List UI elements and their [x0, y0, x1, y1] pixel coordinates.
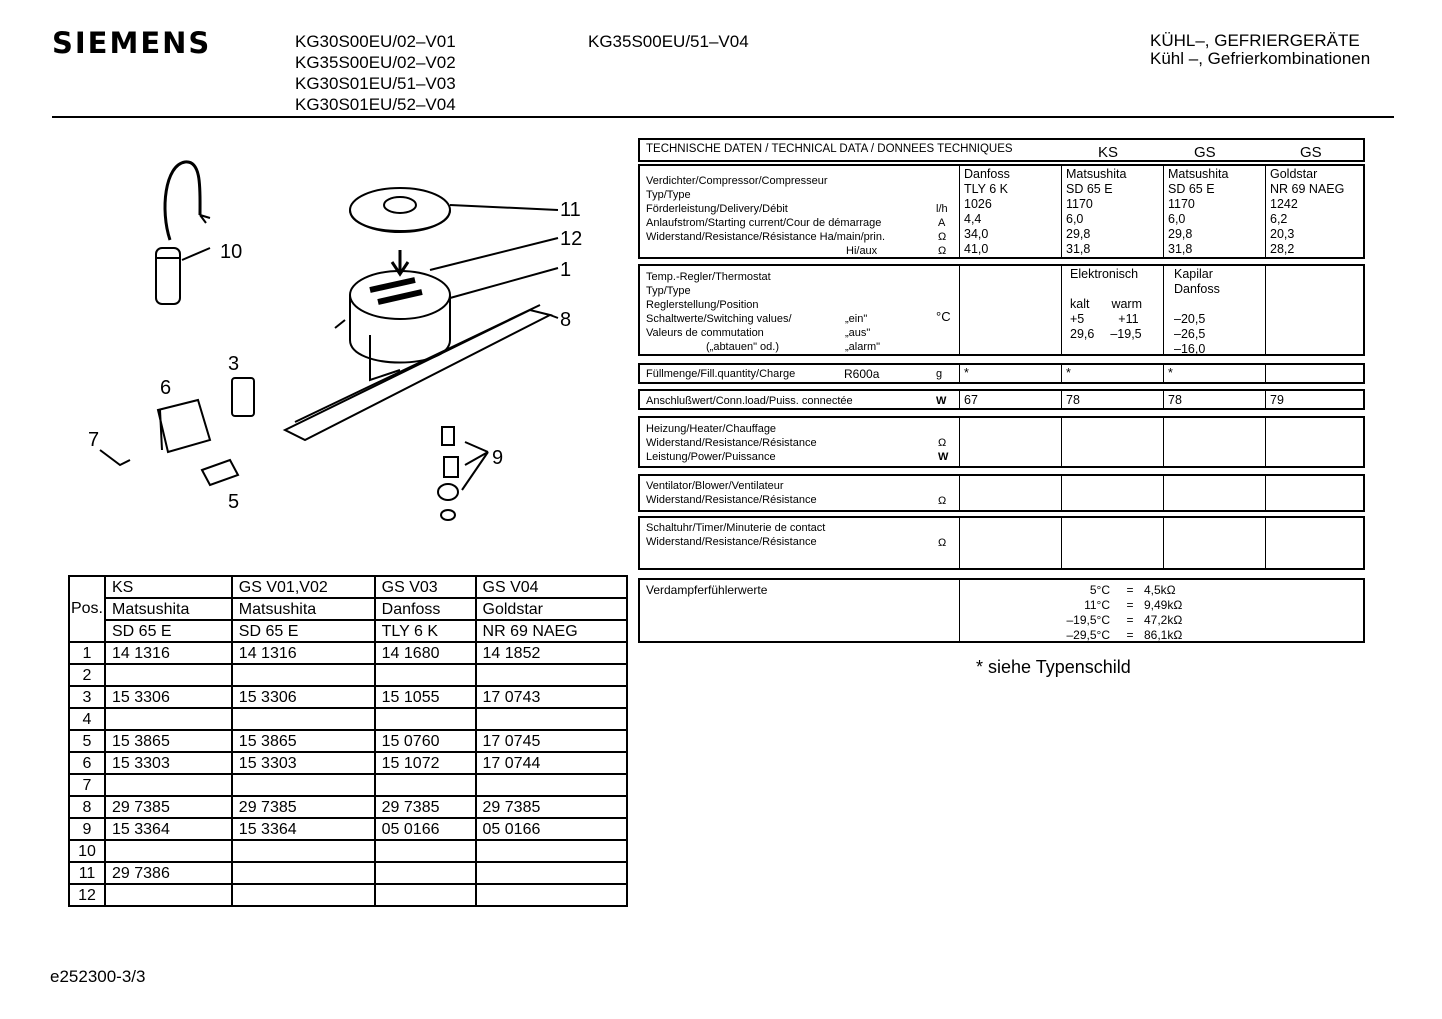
- model-2: KG35S00EU/02–V02: [295, 53, 456, 72]
- c2-type: SD 65 E: [1066, 182, 1113, 196]
- part-number-cell: 15 3306: [232, 686, 375, 708]
- c4-type: NR 69 NAEG: [1270, 182, 1345, 196]
- c2-maker: Matsushita: [1066, 167, 1127, 181]
- blower-c1: [960, 476, 1062, 510]
- sensor-labels: [640, 580, 960, 641]
- sensor-value: 9,49kΩ: [1144, 598, 1183, 612]
- sensor-temp: 11°C: [1084, 598, 1110, 612]
- part-number-cell: 05 0166: [476, 818, 627, 840]
- label-heater-res: Widerstand/Resistance/Résistance: [646, 437, 817, 449]
- timer-labels: [640, 518, 960, 568]
- type-4: NR 69 NAEG: [476, 620, 627, 642]
- power-labels: [640, 391, 960, 408]
- pos-cell: 9: [69, 818, 105, 840]
- c2-delivery: 1170: [1066, 197, 1093, 211]
- timer-box: [638, 516, 1365, 570]
- pos-cell: 11: [69, 862, 105, 884]
- type-1: SD 65 E: [105, 620, 232, 642]
- label-blower: Ventilator/Blower/Ventilateur: [646, 480, 784, 492]
- th-capillary: Kapilar: [1174, 267, 1213, 281]
- part-number-cell: 15 3306: [105, 686, 232, 708]
- part-number-cell: 29 7385: [375, 796, 476, 818]
- part-number-cell: [375, 664, 476, 686]
- label-th-type: Typ/Type: [646, 285, 691, 297]
- part-number-cell: [476, 708, 627, 730]
- head-gs-v04: GS V04: [476, 576, 627, 598]
- maker-1: Matsushita: [105, 598, 232, 620]
- part-number-cell: [105, 884, 232, 906]
- sensor-row: [960, 598, 1363, 613]
- tech-title: TECHNISCHE DATEN / TECHNICAL DATA / DONNEES TECHNIQUES: [646, 143, 1013, 155]
- table-row: [69, 818, 627, 840]
- thermostat-col-1: [960, 266, 1062, 354]
- sensor-equals: =: [1126, 613, 1134, 627]
- timer-c2: [1062, 518, 1164, 568]
- category-line-2: Kühl –, Gefrierkombinationen: [1150, 49, 1371, 68]
- sensor-equals: =: [1126, 583, 1134, 597]
- sensor-temp: 5°C: [1089, 583, 1110, 597]
- compressor-labels: [640, 166, 960, 257]
- category-line-1: KÜHL–, GEFRIERGERÄTE: [1150, 31, 1360, 50]
- sensor-row: [960, 613, 1363, 628]
- sensor-box: [638, 578, 1365, 643]
- part-number-cell: 15 3303: [105, 752, 232, 774]
- label-heater-power: Leistung/Power/Puissance: [646, 451, 776, 463]
- timer-c3: [1164, 518, 1266, 568]
- callout-6: 6: [160, 377, 172, 399]
- sensor-temp: –19,5°C: [1066, 613, 1110, 627]
- label-heater: Heizung/Heater/Chauffage: [646, 423, 777, 435]
- sensor-temp: –29,5°C: [1066, 628, 1110, 642]
- type-3: TLY 6 K: [375, 620, 476, 642]
- part-number-cell: 15 1055: [375, 686, 476, 708]
- compressor-col-4: [1266, 166, 1363, 257]
- pos-cell: 4: [69, 708, 105, 730]
- model-4: KG30S01EU/52–V04: [295, 95, 456, 114]
- th-kalt: kalt: [1070, 297, 1090, 311]
- th-c3-aus: –26,5: [1174, 327, 1206, 341]
- part-number-cell: [232, 664, 375, 686]
- callout-3: 3: [228, 353, 240, 375]
- unit-ohm-2: Ω: [938, 245, 947, 257]
- part-number-cell: 15 3865: [105, 730, 232, 752]
- fill-c1: *: [960, 365, 1062, 382]
- th-aus-kalt: 29,6: [1070, 327, 1095, 341]
- power-c4: 79: [1270, 393, 1284, 407]
- th-ein-kalt: +5: [1070, 312, 1085, 326]
- thermostat-col-2: [1062, 266, 1164, 354]
- pos-cell: 1: [69, 642, 105, 664]
- connector-part: [202, 460, 238, 485]
- pos-cell: 2: [69, 664, 105, 686]
- unit-celsius: °C: [936, 309, 951, 324]
- unit-w: W: [936, 395, 947, 407]
- heater-box: [638, 416, 1365, 468]
- heater-c4: [1266, 418, 1363, 466]
- th-c3-alarm: –16,0: [1174, 342, 1206, 356]
- unit-g: g: [936, 368, 943, 380]
- blower-box: [638, 474, 1365, 512]
- table-row: [69, 664, 627, 686]
- state-ein: „ein": [845, 313, 868, 325]
- table-row: [69, 730, 627, 752]
- table-row: [69, 642, 627, 664]
- part-number-cell: 15 3364: [232, 818, 375, 840]
- part-number-cell: [476, 884, 627, 906]
- c4-maker: Goldstar: [1270, 167, 1318, 181]
- part-number-cell: 15 3865: [232, 730, 375, 752]
- part-number-cell: [105, 664, 232, 686]
- c3-type: SD 65 E: [1168, 182, 1215, 196]
- table-row: [69, 884, 627, 906]
- c3-current: 6,0: [1168, 212, 1186, 226]
- parts-body: [69, 642, 627, 906]
- callout-8: 8: [560, 309, 572, 331]
- clip-part: [100, 450, 130, 465]
- callout-11: 11: [560, 199, 581, 221]
- table-row: [69, 796, 627, 818]
- c2-res-main: 29,8: [1066, 227, 1091, 241]
- part-number-cell: [476, 862, 627, 884]
- unit-heater-ohm: Ω: [938, 437, 947, 449]
- model-list: [295, 31, 456, 115]
- c3-delivery: 1170: [1168, 197, 1195, 211]
- model-3: KG30S01EU/51–V03: [295, 74, 456, 93]
- c4-current: 6,2: [1270, 212, 1288, 226]
- pos-cell: 12: [69, 884, 105, 906]
- part-number-cell: [232, 774, 375, 796]
- sensor-values: [960, 580, 1363, 641]
- unit-blower-ohm: Ω: [938, 495, 947, 507]
- callout-10: 10: [220, 241, 243, 263]
- c4-res-main: 20,3: [1270, 227, 1295, 241]
- sensor-list: [960, 583, 1363, 643]
- type-2: SD 65 E: [232, 620, 375, 642]
- part-number-cell: [232, 840, 375, 862]
- label-timer-res: Widerstand/Resistance/Résistance: [646, 536, 817, 548]
- type-plate-note: * siehe Typenschild: [976, 657, 1131, 677]
- th-c3-ein: –20,5: [1174, 312, 1206, 326]
- relay-part: [232, 378, 254, 416]
- thermostat-labels: [640, 266, 960, 354]
- label-resistance-main: Widerstand/Resistance/Résistance Ha/main/prin.: [646, 231, 886, 243]
- fill-box: [638, 363, 1365, 384]
- blower-c3: [1164, 476, 1266, 510]
- unit-ohm-1: Ω: [938, 231, 947, 243]
- part-number-cell: [476, 664, 627, 686]
- state-alarm: „alarm": [845, 341, 881, 353]
- model-1: KG30S00EU/02–V01: [295, 32, 456, 51]
- part-number-cell: 17 0743: [476, 686, 627, 708]
- unit-lh: l/h: [936, 203, 948, 215]
- part-number-cell: 17 0744: [476, 752, 627, 774]
- state-aus: „aus": [845, 327, 871, 339]
- col-head-gs-1: GS: [1194, 144, 1216, 161]
- sensor-row: [960, 628, 1363, 643]
- callout-9: 9: [492, 447, 504, 469]
- callout-1: 1: [560, 259, 572, 281]
- th-ein-warm: +11: [1118, 312, 1139, 326]
- part-number-cell: [375, 708, 476, 730]
- part-number-cell: [375, 774, 476, 796]
- label-position: Reglerstellung/Position: [646, 299, 759, 311]
- capacitor-part: [156, 162, 210, 304]
- c1-maker: Danfoss: [964, 167, 1010, 181]
- part-number-cell: [476, 840, 627, 862]
- part-number-cell: [232, 884, 375, 906]
- c2-res-aux: 31,8: [1066, 242, 1091, 256]
- power-c1: 67: [960, 391, 1062, 408]
- sensor-equals: =: [1126, 598, 1134, 612]
- label-commutation: Valeurs de commutation: [646, 327, 764, 339]
- header-divider: [52, 116, 1394, 118]
- head-gs-v03: GS V03: [375, 576, 476, 598]
- th-danfoss: Danfoss: [1174, 282, 1220, 296]
- heater-c2: [1062, 418, 1164, 466]
- category-title: [1150, 30, 1370, 69]
- thermostat-box: [638, 264, 1365, 356]
- head-gs-v01: GS V01,V02: [232, 576, 375, 598]
- part-number-cell: [375, 840, 476, 862]
- parts-table: [68, 575, 628, 907]
- heater-c3: [1164, 418, 1266, 466]
- table-row: [69, 752, 627, 774]
- base-rail-part: [285, 305, 550, 440]
- sensor-row: [960, 583, 1363, 598]
- label-switching: Schaltwerte/Switching values/: [646, 313, 792, 325]
- pos-cell: 10: [69, 840, 105, 862]
- sensor-value: 47,2kΩ: [1144, 613, 1183, 627]
- protector-part: [158, 400, 210, 452]
- col-head-ks: KS: [1098, 144, 1119, 161]
- maker-2: Matsushita: [232, 598, 375, 620]
- c1-current: 4,4: [964, 212, 982, 226]
- brand-logo: SIEMENS: [52, 26, 212, 60]
- part-number-cell: 15 3303: [232, 752, 375, 774]
- part-number-cell: [105, 708, 232, 730]
- label-type: Typ/Type: [646, 189, 691, 201]
- compressor-col-2: [1062, 166, 1164, 257]
- c1-delivery: 1026: [964, 197, 992, 211]
- part-number-cell: [105, 774, 232, 796]
- compressor-col-1: [960, 166, 1062, 257]
- tech-header: [638, 138, 1365, 162]
- part-number-cell: 05 0166: [375, 818, 476, 840]
- blower-c4: [1266, 476, 1363, 510]
- heater-c1: [960, 418, 1062, 466]
- compressor-part: [335, 271, 450, 363]
- label-timer: Schaltuhr/Timer/Minuterie de contact: [646, 522, 826, 534]
- part-number-cell: [375, 884, 476, 906]
- part-number-cell: 14 1852: [476, 642, 627, 664]
- part-number-cell: [232, 862, 375, 884]
- col-head-gs-2: GS: [1300, 144, 1322, 161]
- label-sensor: Verdampferfühlerwerte: [646, 583, 768, 597]
- fill-c2: *: [1062, 365, 1164, 382]
- part-number-cell: 17 0745: [476, 730, 627, 752]
- power-c3: 78: [1164, 391, 1266, 408]
- pos-header: Pos.: [69, 576, 105, 642]
- maker-3: Danfoss: [375, 598, 476, 620]
- label-compressor: Verdichter/Compressor/Compresseur: [646, 175, 828, 187]
- blower-c2: [1062, 476, 1164, 510]
- thermostat-col-4: [1266, 266, 1363, 354]
- c4-delivery: 1242: [1270, 197, 1298, 211]
- part-number-cell: 15 0760: [375, 730, 476, 752]
- unit-timer-ohm: Ω: [938, 537, 947, 549]
- pos-cell: 7: [69, 774, 105, 796]
- part-number-cell: 29 7386: [105, 862, 232, 884]
- fill-c4: [1266, 365, 1363, 382]
- part-number-cell: 15 3364: [105, 818, 232, 840]
- part-number-cell: [375, 862, 476, 884]
- label-fill: Füllmenge/Fill.quantity/Charge: [646, 368, 796, 380]
- fill-labels: [640, 365, 960, 382]
- table-row: [69, 840, 627, 862]
- label-starting-current: Anlaufstrom/Starting current/Cour de démarrage: [646, 217, 882, 229]
- label-thermostat: Temp.-Regler/Thermostat: [646, 271, 771, 283]
- unit-a: A: [938, 217, 946, 229]
- compressor-col-3: [1164, 166, 1266, 257]
- part-number-cell: 15 1072: [375, 752, 476, 774]
- pos-cell: 8: [69, 796, 105, 818]
- callout-12: 12: [560, 228, 583, 250]
- fill-c3: *: [1164, 365, 1266, 382]
- table-row: [69, 774, 627, 796]
- th-warm: warm: [1111, 297, 1143, 311]
- part-number-cell: 14 1680: [375, 642, 476, 664]
- c3-maker: Matsushita: [1168, 167, 1229, 181]
- part-number-cell: 29 7385: [476, 796, 627, 818]
- head-ks: KS: [105, 576, 232, 598]
- pos-cell: 5: [69, 730, 105, 752]
- pos-cell: 6: [69, 752, 105, 774]
- part-number-cell: [476, 774, 627, 796]
- sensor-equals: =: [1126, 628, 1134, 642]
- blower-labels: [640, 476, 960, 510]
- power-box: [638, 389, 1365, 410]
- label-delivery: Förderleistung/Delivery/Débit: [646, 203, 788, 215]
- c1-type: TLY 6 K: [964, 182, 1009, 196]
- timer-c4: [1266, 518, 1363, 568]
- label-blower-res: Widerstand/Resistance/Résistance: [646, 494, 817, 506]
- table-row: [69, 686, 627, 708]
- label-power: Anschlußwert/Conn.load/Puiss. connectée: [646, 395, 853, 407]
- c1-res-main: 34,0: [964, 227, 989, 241]
- grommet-part: [438, 427, 458, 520]
- refrigerant: R600a: [844, 367, 880, 381]
- model-5: KG35S00EU/51–V04: [588, 32, 749, 51]
- th-electronic: Elektronisch: [1070, 267, 1139, 281]
- part-number-cell: 29 7385: [232, 796, 375, 818]
- compressor-box: [638, 164, 1365, 259]
- th-aus-warm: –19,5: [1110, 327, 1142, 341]
- part-number-cell: [232, 708, 375, 730]
- callout-5: 5: [228, 491, 240, 513]
- exploded-diagram: [70, 130, 630, 530]
- part-number-cell: [105, 840, 232, 862]
- c4-res-aux: 28,2: [1270, 242, 1295, 256]
- part-number-cell: 14 1316: [232, 642, 375, 664]
- timer-c1: [960, 518, 1062, 568]
- unit-heater-w: W: [938, 451, 949, 463]
- c2-current: 6,0: [1066, 212, 1084, 226]
- sensor-value: 4,5kΩ: [1144, 583, 1176, 597]
- sensor-value: 86,1kΩ: [1144, 628, 1183, 642]
- c1-res-aux: 41,0: [964, 242, 989, 256]
- c3-res-main: 29,8: [1168, 227, 1193, 241]
- label-defrost: („abtauen" od.): [706, 341, 780, 353]
- part-number-cell: 14 1316: [105, 642, 232, 664]
- maker-4: Goldstar: [476, 598, 627, 620]
- heater-labels: [640, 418, 960, 466]
- table-row: [69, 862, 627, 884]
- document-id: e252300-3/3: [50, 967, 146, 986]
- label-resistance-aux: Hi/aux: [846, 245, 878, 257]
- pos-cell: 3: [69, 686, 105, 708]
- power-c2: 78: [1062, 391, 1164, 408]
- cover-plate-part: [350, 188, 450, 232]
- c3-res-aux: 31,8: [1168, 242, 1193, 256]
- table-row: [69, 708, 627, 730]
- thermostat-col-3: [1164, 266, 1266, 354]
- part-number-cell: 29 7385: [105, 796, 232, 818]
- callout-7: 7: [88, 429, 100, 451]
